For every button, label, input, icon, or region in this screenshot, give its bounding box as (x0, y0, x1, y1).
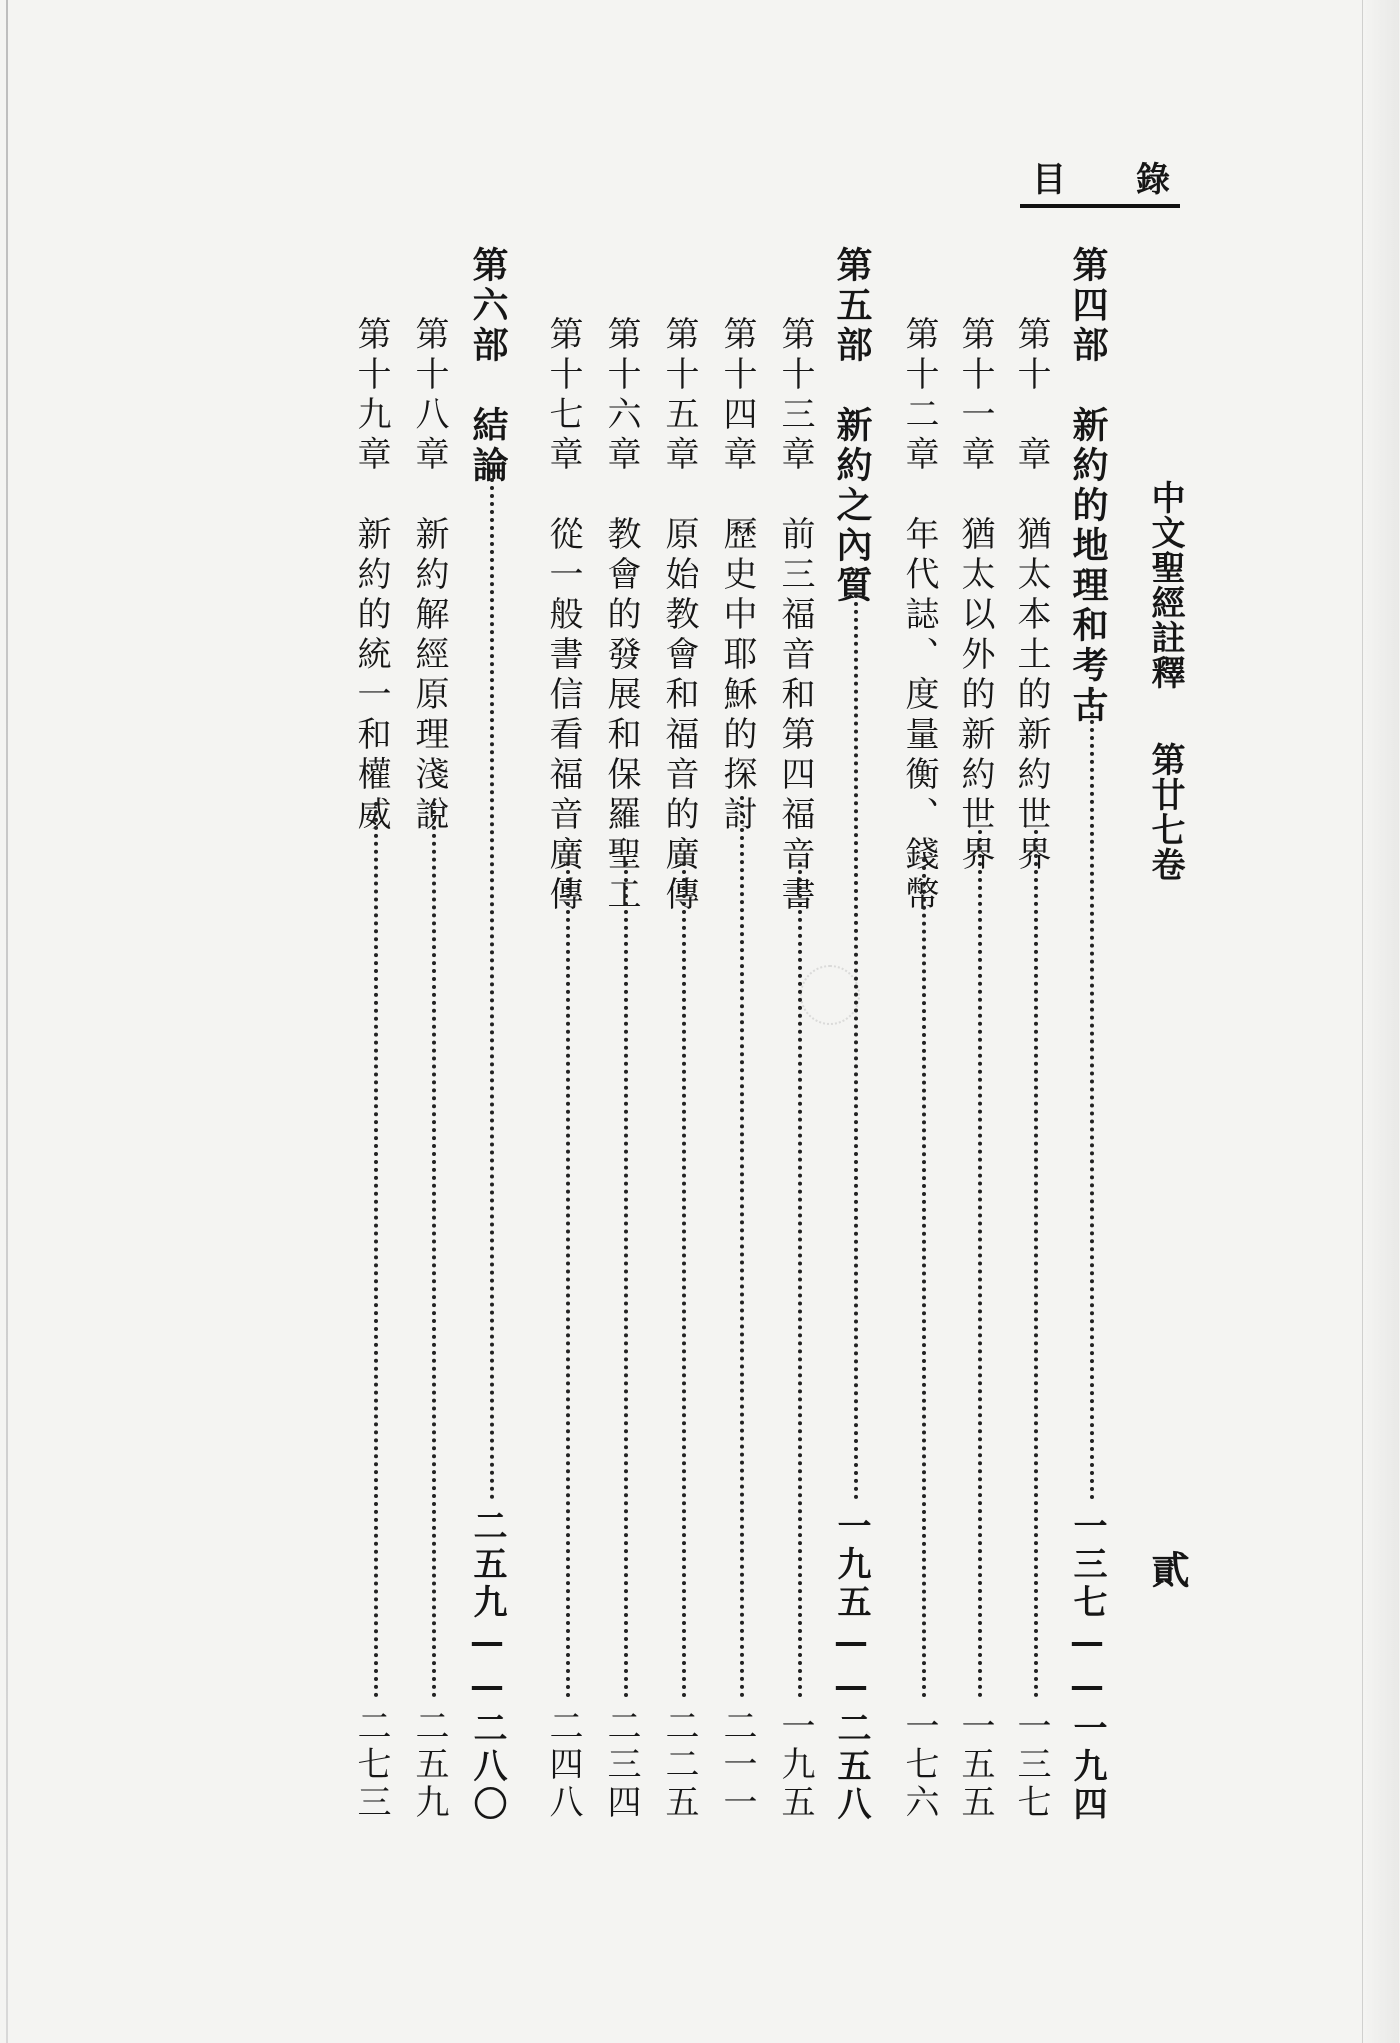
chapter-title: 第十四章 歷史中耶穌的探討 (717, 316, 757, 836)
toc-chapter-entry (350, 316, 402, 1900)
toc-heading (1020, 148, 1180, 208)
part-page-range: 二五九——二八〇 (467, 1508, 507, 1824)
chapter-title: 第十 章 猶太本土的新約世界 (1011, 316, 1051, 876)
chapter-page-number: 二四八 (543, 1708, 583, 1822)
chapter-title: 第十二章 年代誌、度量衡、錢幣 (899, 316, 939, 916)
chapter-title: 第十三章 前三福音和第四福音書 (775, 316, 815, 916)
toc-chapter-entry (542, 316, 594, 1900)
dot-leader (854, 586, 858, 1500)
dot-leader (682, 862, 686, 1698)
part-title: 第六部 結論 (467, 246, 509, 486)
dot-leader (1034, 830, 1038, 1698)
running-head-volume: 第廿七卷 (1145, 742, 1185, 882)
dot-leader (374, 802, 378, 1698)
dot-leader (1090, 688, 1094, 1500)
toc-chapter-entry (954, 316, 1006, 1900)
toc-chapter-entry (774, 316, 826, 1900)
part-title: 第四部 新約的地理和考古 (1067, 246, 1109, 726)
part-page-range: 一九五——二五八 (831, 1508, 871, 1824)
dot-leader (490, 470, 494, 1500)
toc-chapter-entry (408, 316, 460, 1900)
chapter-page-number: 一七六 (899, 1708, 939, 1822)
toc-heading-char-1: 目 (1032, 160, 1066, 200)
chapter-title: 第十六章 教會的發展和保羅聖工 (601, 316, 641, 916)
page-edge-left (6, 0, 8, 2043)
toc-part-entry (830, 246, 882, 1900)
dot-leader (624, 862, 628, 1698)
toc-chapter-entry (1010, 316, 1062, 1900)
toc-chapter-entry (898, 316, 950, 1900)
chapter-page-number: 二三四 (601, 1708, 641, 1822)
dot-leader (740, 796, 744, 1698)
chapter-page-number: 二五九 (409, 1708, 449, 1822)
dot-leader (922, 858, 926, 1698)
chapter-title: 第十八章 新約解經原理淺說 (409, 316, 449, 836)
chapter-title: 第十七章 從一般書信看福音廣傳 (543, 316, 583, 916)
dot-leader (432, 802, 436, 1698)
chapter-page-number: 二七三 (351, 1708, 391, 1822)
toc-heading-char-2: 錄 (1136, 160, 1170, 200)
dot-leader (566, 862, 570, 1698)
toc-part-entry (466, 246, 518, 1900)
chapter-page-number: 二二五 (659, 1708, 699, 1822)
toc-part-entry (1066, 246, 1118, 1900)
chapter-title: 第十九章 新約的統一和權威 (351, 316, 391, 836)
chapter-page-number: 一三七 (1011, 1708, 1051, 1822)
toc-chapter-entry (600, 316, 652, 1900)
toc-chapter-entry (658, 316, 710, 1900)
toc-chapter-entry (716, 316, 768, 1900)
part-page-range: 一三七——一九四 (1067, 1508, 1107, 1824)
chapter-page-number: 一五五 (955, 1708, 995, 1822)
running-head-book-title: 中文聖經註釋 (1145, 480, 1185, 690)
dot-leader (978, 830, 982, 1698)
chapter-page-number: 二一一 (717, 1708, 757, 1822)
page-edge-right (1362, 0, 1399, 2043)
chapter-title: 第十五章 原始教會和福音的廣傳 (659, 316, 699, 916)
dot-leader (798, 862, 802, 1698)
chapter-page-number: 一九五 (775, 1708, 815, 1822)
chapter-title: 第十一章 猶太以外的新約世界 (955, 316, 995, 876)
folio-page-number: 貳 (1145, 1550, 1190, 1588)
part-title: 第五部 新約之內質 (831, 246, 873, 606)
